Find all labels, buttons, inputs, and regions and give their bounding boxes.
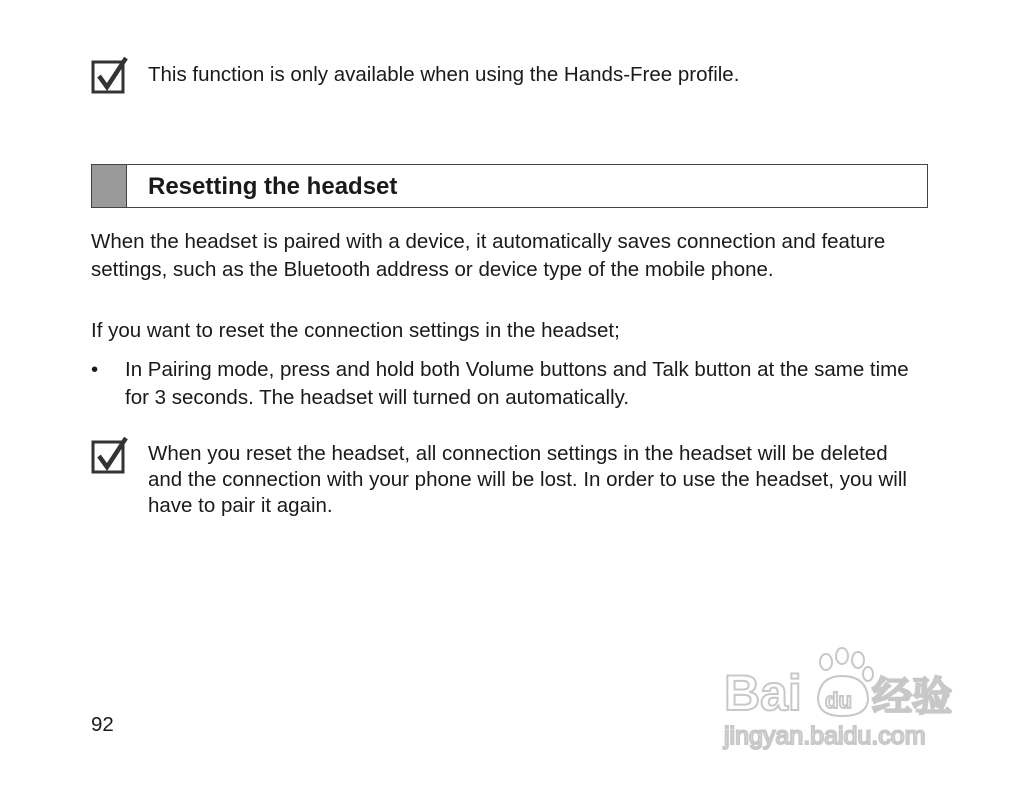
section-header-bar <box>92 165 127 207</box>
bullet-list <box>91 356 931 412</box>
page-number: 92 <box>91 713 114 736</box>
bullet-text: In Pairing mode, press and hold both Volume buttons and Talk button at the same time for 3 seconds. The headset will turned on automatically. <box>125 358 909 409</box>
svg-text:经验: 经验 <box>872 675 952 719</box>
note-text: This function is only available when using the Hands-Free profile. <box>148 63 740 86</box>
svg-text:Bai: Bai <box>724 665 802 721</box>
paragraph-intro: When the headset is paired with a device, it automatically saves connection and feature settings, such as the Bluetooth address or device type of the mobile phone. <box>91 230 886 281</box>
baidu-watermark-logo <box>720 640 960 752</box>
check-box-icon <box>91 436 129 474</box>
svg-text:du: du <box>825 688 852 713</box>
note-text: When you reset the headset, all connection settings in the headset will be deleted and the connection with your phone will be lost. In order to use the headset, you will have to pair it again. <box>148 442 907 517</box>
check-box-icon <box>91 56 129 94</box>
section-header <box>91 164 928 208</box>
paragraph-reset: If you want to reset the connection settings in the headset; <box>91 319 620 342</box>
bullet-marker: • <box>91 358 99 381</box>
list-item <box>91 356 931 412</box>
section-title: Resetting the headset <box>148 173 398 200</box>
svg-text:jingyan.baidu.com: jingyan.baidu.com <box>724 722 926 750</box>
